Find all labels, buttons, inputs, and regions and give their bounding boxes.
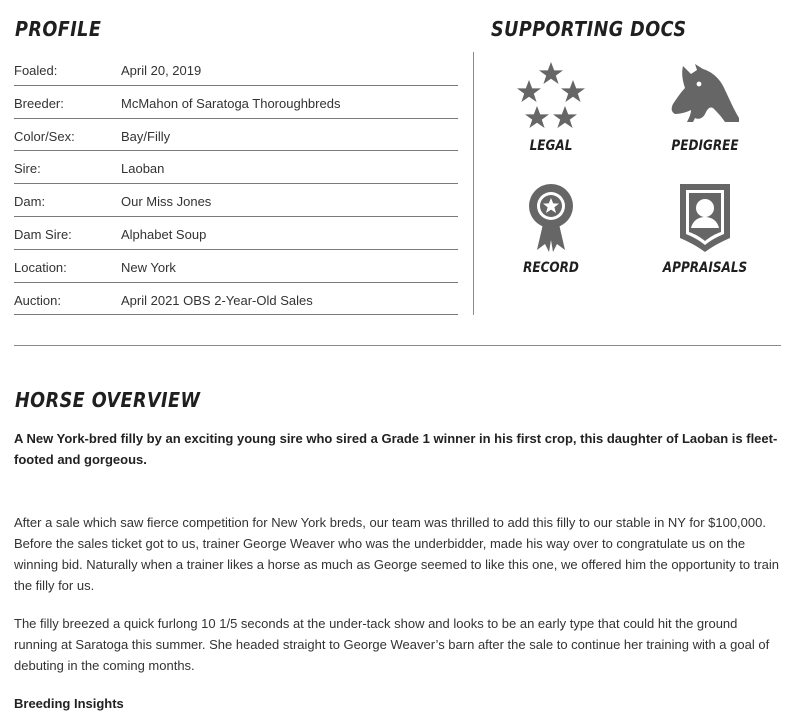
- profile-value: Laoban: [121, 161, 165, 177]
- profile-row-location: [14, 250, 458, 283]
- pedigree-doc-link[interactable]: [645, 60, 765, 154]
- profile-label: Location:: [14, 259, 67, 275]
- column-divider: [473, 52, 474, 315]
- profile-row-dam-sire: [14, 217, 458, 250]
- profile-value: Our Miss Jones: [121, 194, 212, 210]
- supporting-docs-heading: SUPPORTING DOCS: [491, 17, 687, 41]
- breeding-insights-heading: Breeding Insights: [14, 696, 124, 711]
- overview-lead-paragraph: A New York-bred filly by an exciting young sire who sired a Grade 1 winner in his first crop, this daughter of Laoban is fleet-footed and gorgeous.: [14, 431, 778, 467]
- horse-overview-heading: HORSE OVERVIEW: [15, 388, 201, 412]
- profile-label: Breeder:: [14, 95, 64, 111]
- horse-head-icon: [669, 60, 741, 132]
- profile-value: McMahon of Saratoga Thoroughbreds: [121, 95, 341, 111]
- profile-value: Bay/Filly: [121, 128, 171, 144]
- appraisals-label: APPRAISALS: [662, 260, 748, 276]
- portrait-badge-icon: [669, 182, 741, 254]
- profile-label: Auction:: [14, 292, 61, 308]
- profile-label: Sire:: [14, 161, 41, 177]
- profile-label: Dam:: [14, 194, 46, 210]
- pedigree-label: PEDIGREE: [671, 138, 739, 154]
- profile-table: [14, 53, 458, 315]
- stars-icon: [515, 60, 587, 132]
- profile-label: Color/Sex:: [14, 128, 75, 144]
- profile-row-foaled: [14, 53, 458, 86]
- profile-label: Foaled:: [14, 63, 58, 78]
- record-label: RECORD: [523, 260, 579, 276]
- horse-overview-body: [14, 428, 784, 714]
- overview-paragraph: The filly breezed a quick furlong 10 1/5 seconds at the under-tack show and looks to be an early type that could hit the ground running at Saratoga this summer. She headed straight to George Weaver’s barn after the sale to continue her training with a goal of debuting in the coming months.: [14, 616, 770, 673]
- profile-value: April 20, 2019: [121, 63, 202, 78]
- appraisals-doc-link[interactable]: [645, 182, 765, 276]
- record-doc-link[interactable]: [491, 182, 611, 276]
- profile-row-sire: [14, 151, 458, 184]
- legal-label: LEGAL: [529, 138, 573, 154]
- profile-row-auction: [14, 283, 458, 316]
- profile-row-dam: [14, 184, 458, 217]
- section-divider: [14, 345, 781, 346]
- profile-row-breeder: [14, 86, 458, 119]
- profile-label: Dam Sire:: [14, 226, 72, 242]
- profile-value: New York: [121, 259, 176, 275]
- profile-value: April 2021 OBS 2-Year-Old Sales: [121, 292, 313, 308]
- overview-paragraph: After a sale which saw fierce competition for New York breds, our team was thrilled to add this filly to our stable in NY for $100,000. Before the sales ticket got to us, trainer George Weaver who was the underbidder, made his way over to congratulate us on the winning bid. Naturally when a trainer likes a horse as much as George seemed to like this one, we offered him the opportunity to train the filly for us.: [14, 515, 780, 593]
- profile-row-color-sex: [14, 119, 458, 152]
- profile-value: Alphabet Soup: [121, 226, 207, 242]
- award-ribbon-icon: [515, 182, 587, 254]
- profile-heading: PROFILE: [15, 17, 102, 41]
- legal-doc-link[interactable]: [491, 60, 611, 154]
